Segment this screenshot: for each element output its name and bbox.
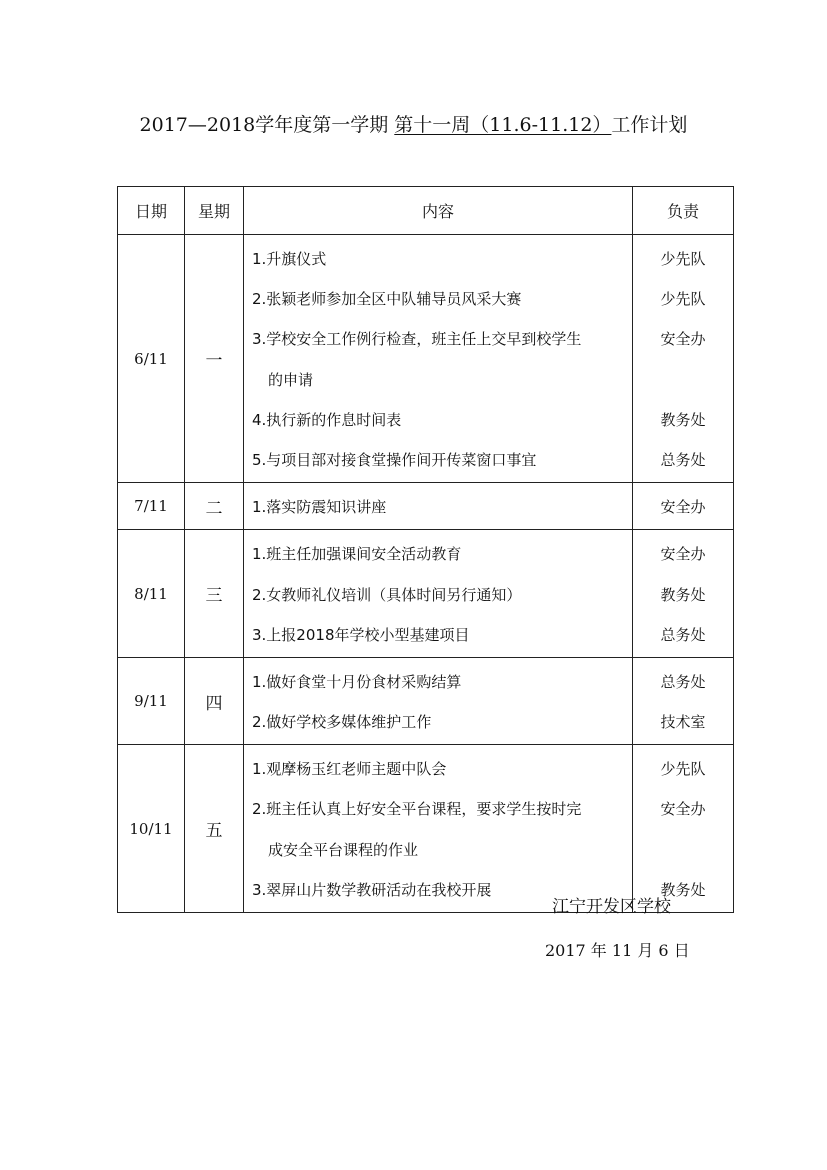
task-responsible: 安全办 bbox=[660, 800, 706, 819]
row-date: 6/11 bbox=[118, 235, 185, 483]
table-row bbox=[118, 235, 734, 483]
task-item-line: 3.学校安全工作例行检查，班主任上交早到校学生 bbox=[252, 330, 582, 349]
row-responsible bbox=[633, 745, 734, 913]
task-item-line: 2.女教师礼仪培训（具体时间另行通知） bbox=[252, 585, 522, 604]
task-item-line: 1.班主任加强课间安全活动教育 bbox=[252, 545, 462, 564]
task-item-line: 1.观摩杨玉红老师主题中队会 bbox=[252, 760, 447, 779]
task-item-line: 3.翠屏山片数学教研活动在我校开展 bbox=[252, 880, 492, 899]
task-item-line: 3.上报2018年学校小型基建项目 bbox=[252, 625, 470, 644]
task-item-line: 1.做好食堂十月份食材采购结算 bbox=[252, 672, 462, 691]
header-responsible: 负责 bbox=[633, 187, 734, 235]
task-item-line: 5.与项目部对接食堂操作间开传菜窗口事宜 bbox=[252, 450, 537, 469]
task-responsible: 少先队 bbox=[660, 290, 706, 309]
task-responsible: 总务处 bbox=[660, 625, 706, 644]
task-responsible: 少先队 bbox=[660, 760, 706, 779]
row-responsible bbox=[633, 530, 734, 658]
work-plan-table bbox=[117, 186, 734, 913]
row-date: 7/11 bbox=[118, 483, 185, 530]
task-item-line: 成安全平台课程的作业 bbox=[268, 840, 419, 859]
table-body bbox=[118, 235, 734, 913]
footer-date: 2017 年 11 月 6 日 bbox=[545, 941, 690, 960]
task-responsible-spacer bbox=[633, 360, 733, 400]
table-header-row bbox=[118, 187, 734, 235]
task-responsible: 安全办 bbox=[660, 330, 706, 349]
task-responsible: 技术室 bbox=[660, 713, 706, 732]
row-content bbox=[244, 483, 633, 530]
task-item-line: 2.做好学校多媒体维护工作 bbox=[252, 713, 432, 732]
row-weekday: 五 bbox=[185, 745, 244, 913]
row-weekday: 四 bbox=[185, 657, 244, 744]
task-responsible: 安全办 bbox=[660, 498, 706, 517]
table-row bbox=[118, 745, 734, 913]
row-content bbox=[244, 745, 633, 913]
row-weekday: 一 bbox=[185, 235, 244, 483]
row-weekday: 三 bbox=[185, 530, 244, 658]
row-date: 8/11 bbox=[118, 530, 185, 658]
row-responsible bbox=[633, 657, 734, 744]
task-responsible-spacer bbox=[633, 830, 733, 870]
table-row bbox=[118, 530, 734, 658]
row-responsible bbox=[633, 483, 734, 530]
task-responsible: 少先队 bbox=[660, 250, 706, 268]
header-date: 日期 bbox=[118, 187, 185, 235]
document-title bbox=[0, 110, 827, 137]
title-week-range: 第十一周（11.6-11.12） bbox=[394, 114, 612, 136]
task-item-line: 4.执行新的作息时间表 bbox=[252, 410, 402, 429]
row-responsible bbox=[633, 235, 734, 483]
header-content: 内容 bbox=[244, 187, 633, 235]
task-responsible: 总务处 bbox=[660, 450, 706, 469]
row-date: 10/11 bbox=[118, 745, 185, 913]
task-responsible: 教务处 bbox=[660, 880, 706, 899]
title-prefix: 2017—2018学年度第一学期 bbox=[139, 114, 395, 136]
task-item-line: 1.落实防震知识讲座 bbox=[252, 498, 387, 517]
task-item-line: 2.班主任认真上好安全平台课程，要求学生按时完 bbox=[252, 800, 582, 819]
footer-organization: 江宁开发区学校 bbox=[552, 897, 671, 917]
task-responsible: 安全办 bbox=[660, 545, 706, 564]
task-item-line: 的申请 bbox=[268, 370, 314, 389]
header-weekday: 星期 bbox=[185, 187, 244, 235]
task-item-line: 2.张颖老师参加全区中队辅导员风采大赛 bbox=[252, 290, 522, 309]
row-content bbox=[244, 657, 633, 744]
row-content bbox=[244, 235, 633, 483]
task-responsible: 教务处 bbox=[660, 410, 706, 429]
row-date: 9/11 bbox=[118, 657, 185, 744]
row-weekday: 二 bbox=[185, 483, 244, 530]
row-content bbox=[244, 530, 633, 658]
table-row bbox=[118, 483, 734, 530]
title-suffix: 工作计划 bbox=[611, 114, 688, 136]
task-item-line: 1.升旗仪式 bbox=[252, 250, 327, 268]
table-row bbox=[118, 657, 734, 744]
task-responsible: 总务处 bbox=[660, 672, 706, 691]
task-responsible: 教务处 bbox=[660, 585, 706, 604]
